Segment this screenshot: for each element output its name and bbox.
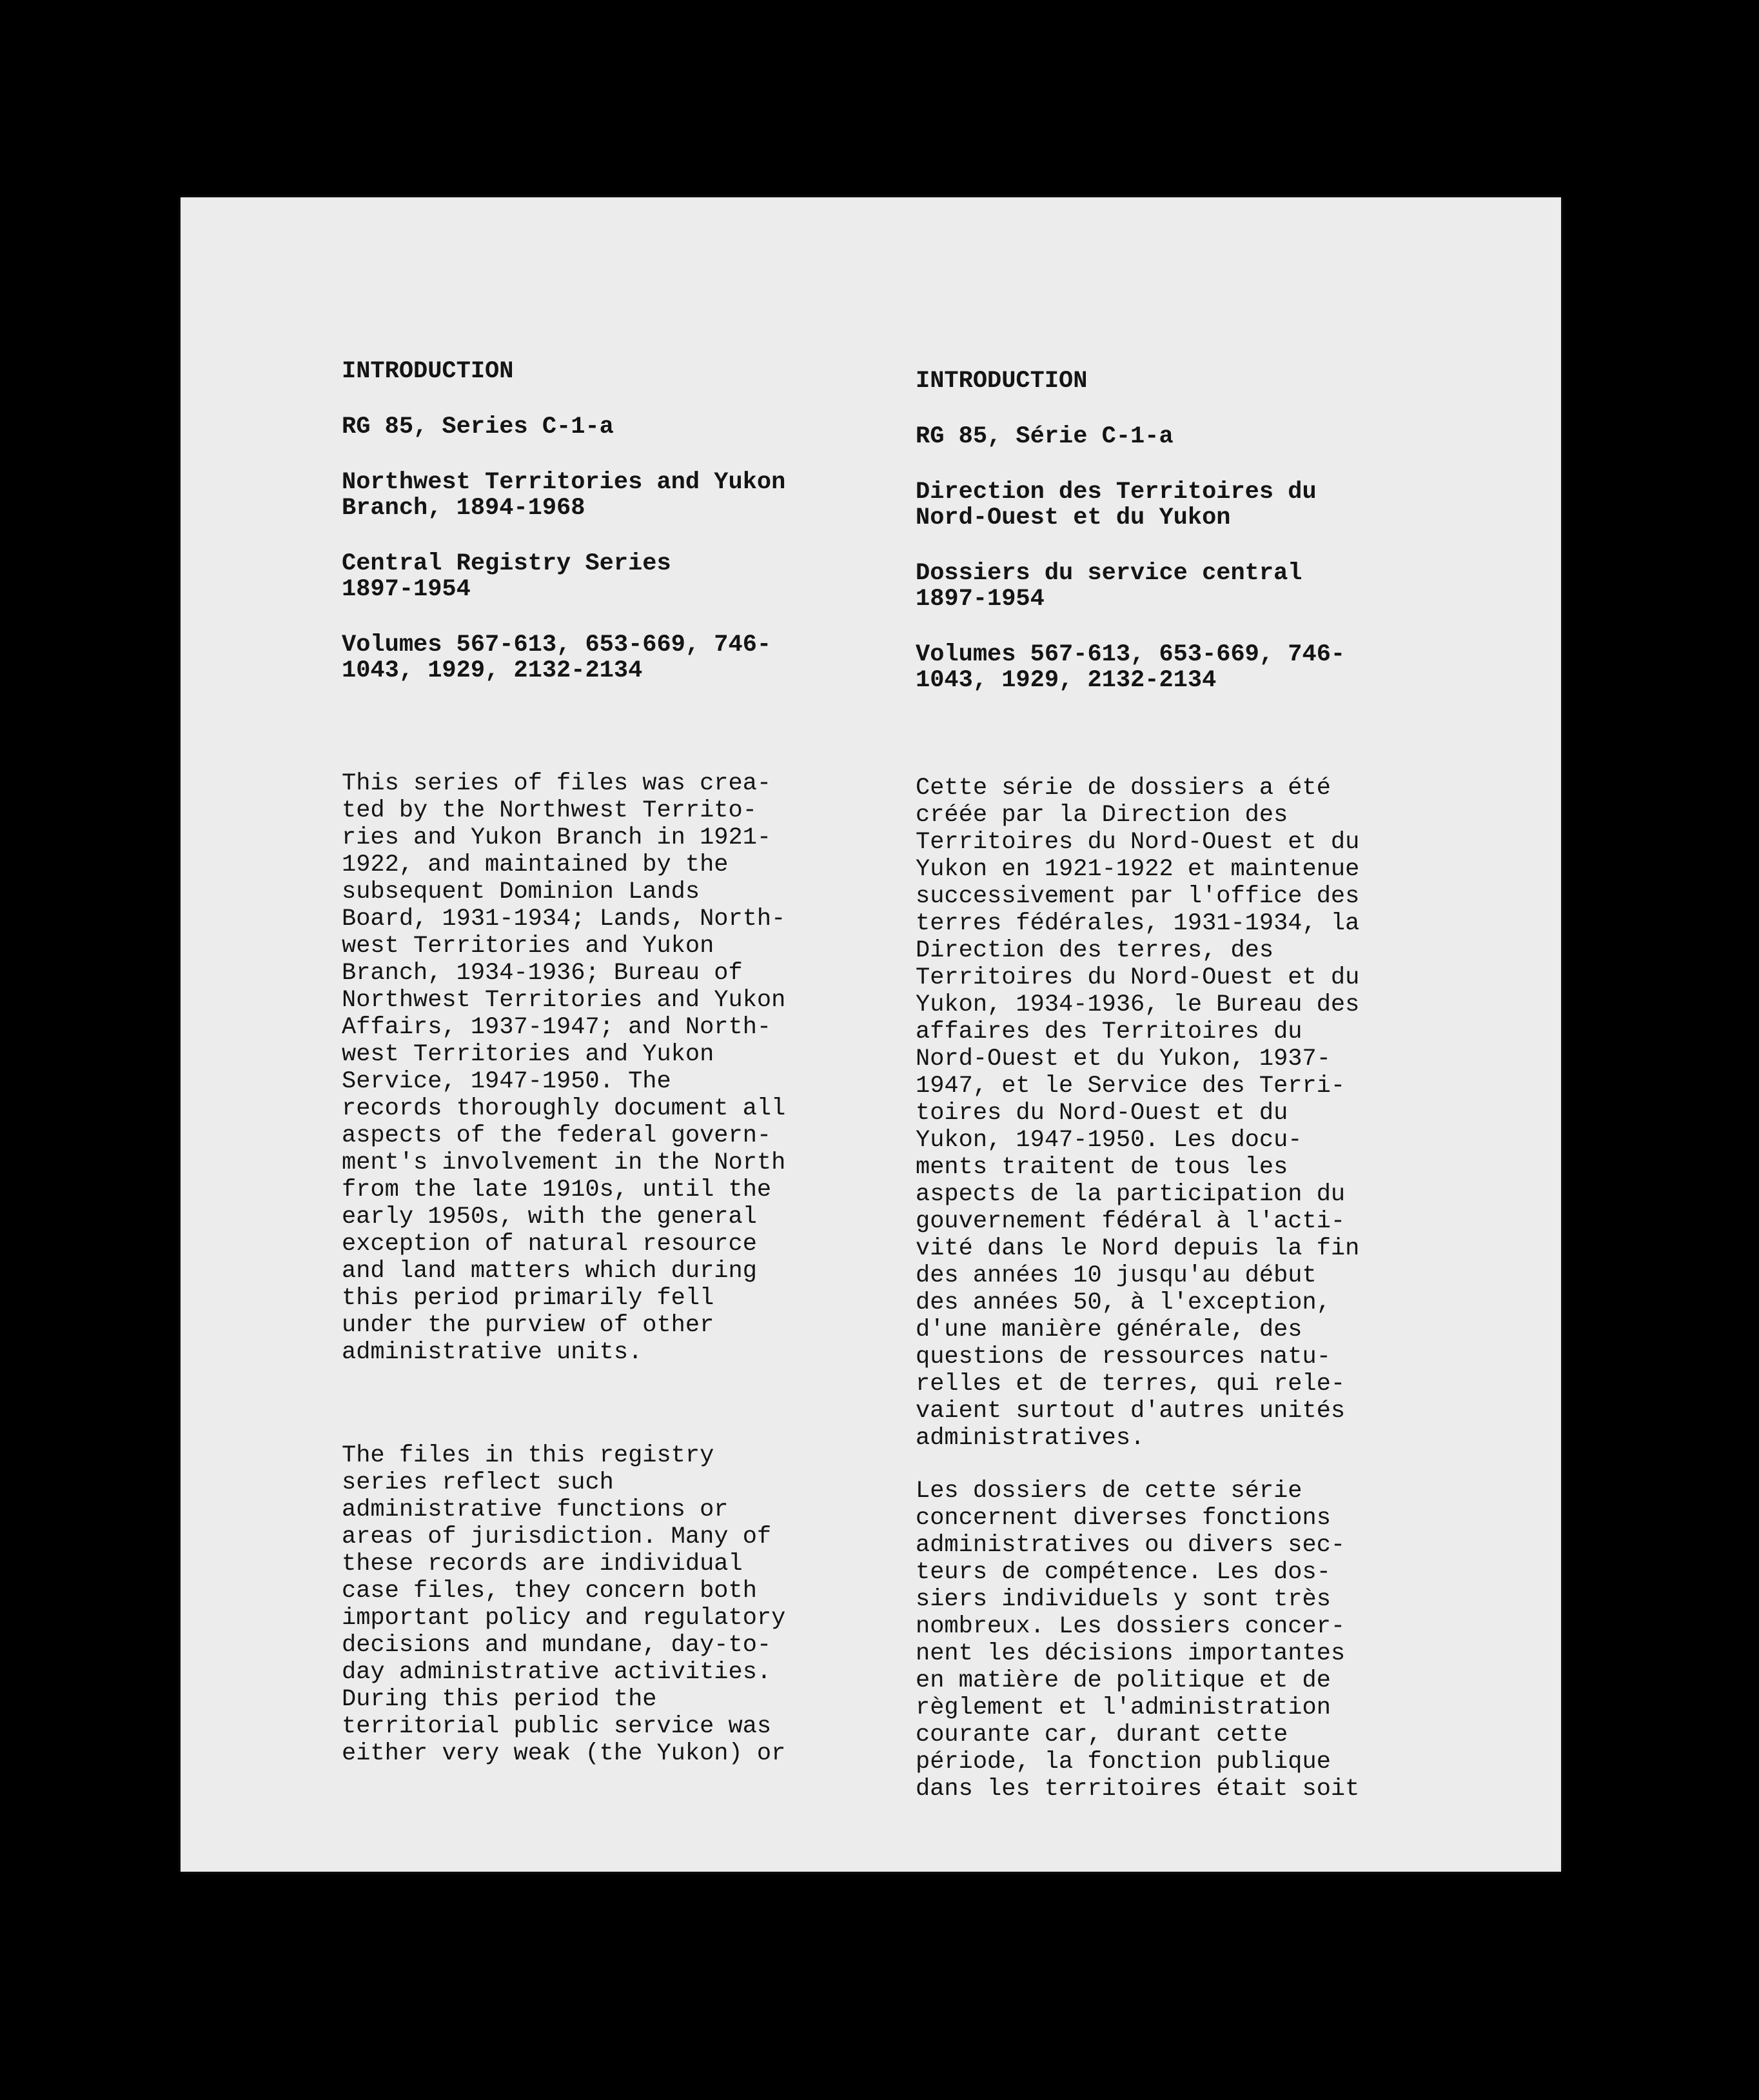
english-volumes: Volumes 567-613, 653-669, 746- 1043, 1929, 2132-2134 (342, 631, 772, 684)
french-paragraph-1: Cette série de dossiers a été créée par la Direction des Territoires du Nord-Ouest et du Yukon en 1921-1922 et maintenue successivement par l'office des terres fédérales, 1931-1934, la Direction des terres, des Territoires du Nord-Ouest et du Yukon, 1934-1936, le Bureau des affaires des Territoires du Nord-Ouest et du Yukon, 1937- 1947, et le Service des Terri- toires du Nord-Ouest et du Yukon, 1947-1950. Les docu- ments traitent de tous les aspects de la participation du gouvernement fédéral à l'acti- vité dans le Nord depuis la fin des années 10 jusqu'au début des années 50, à l'exception, d'une manière générale, des questions de ressources natu- relles et de terres, qui rele- vaient surtout d'autres unités administratives. (916, 775, 1360, 1452)
document-page (181, 197, 1561, 1872)
french-column (916, 368, 1412, 1803)
english-column (342, 359, 838, 1767)
french-title: INTRODUCTION (916, 368, 1088, 395)
english-paragraph-2: The files in this registry series reflect such administrative functions or areas of jurisdiction. Many of these records are individual case files, they concern both important policy and regulatory decisions and mundane, day-to- day administrative activities. During this period the territorial public service was either very weak (the Yukon) or (342, 1442, 786, 1767)
english-registry: Central Registry Series 1897-1954 (342, 550, 671, 603)
french-volumes: Volumes 567-613, 653-669, 746- 1043, 1929, 2132-2134 (916, 641, 1346, 694)
french-paragraph-2: Les dossiers de cette série concernent diverses fonctions administratives ou divers sec- teurs de compétence. Les dos- siers individuels y sont très nombreux. Les dossiers concer- nent les décisions importantes en matière de politique et de règlement et l'administration courante car, durant cette période, la fonction publique dans les territoires était soit (916, 1478, 1360, 1803)
french-registry: Dossiers du service central 1897-1954 (916, 560, 1302, 613)
french-series: RG 85, Série C-1-a (916, 423, 1174, 450)
english-title: INTRODUCTION (342, 358, 514, 385)
french-branch: Direction des Territoires du Nord-Ouest et du Yukon (916, 479, 1317, 531)
english-series: RG 85, Series C-1-a (342, 413, 614, 441)
english-paragraph-1: This series of files was crea- ted by the Northwest Territo- ries and Yukon Branch in 1921- 1922, and maintained by the subsequent Dominion Lands Board, 1931-1934; Lands, North- west Territories and Yukon Branch, 1934-1936; Bureau of Northwest Territories and Yukon Affairs, 1937-1947; and North- west Territories and Yukon Service, 1947-1950. The records thoroughly document all aspects of the federal govern- ment's involvement in the North from the late 1910s, until the early 1950s, with the general exception of natural resource and land matters which during this period primarily fell under the purview of other administrative units. (342, 770, 786, 1366)
english-branch: Northwest Territories and Yukon Branch, 1894-1968 (342, 469, 786, 522)
